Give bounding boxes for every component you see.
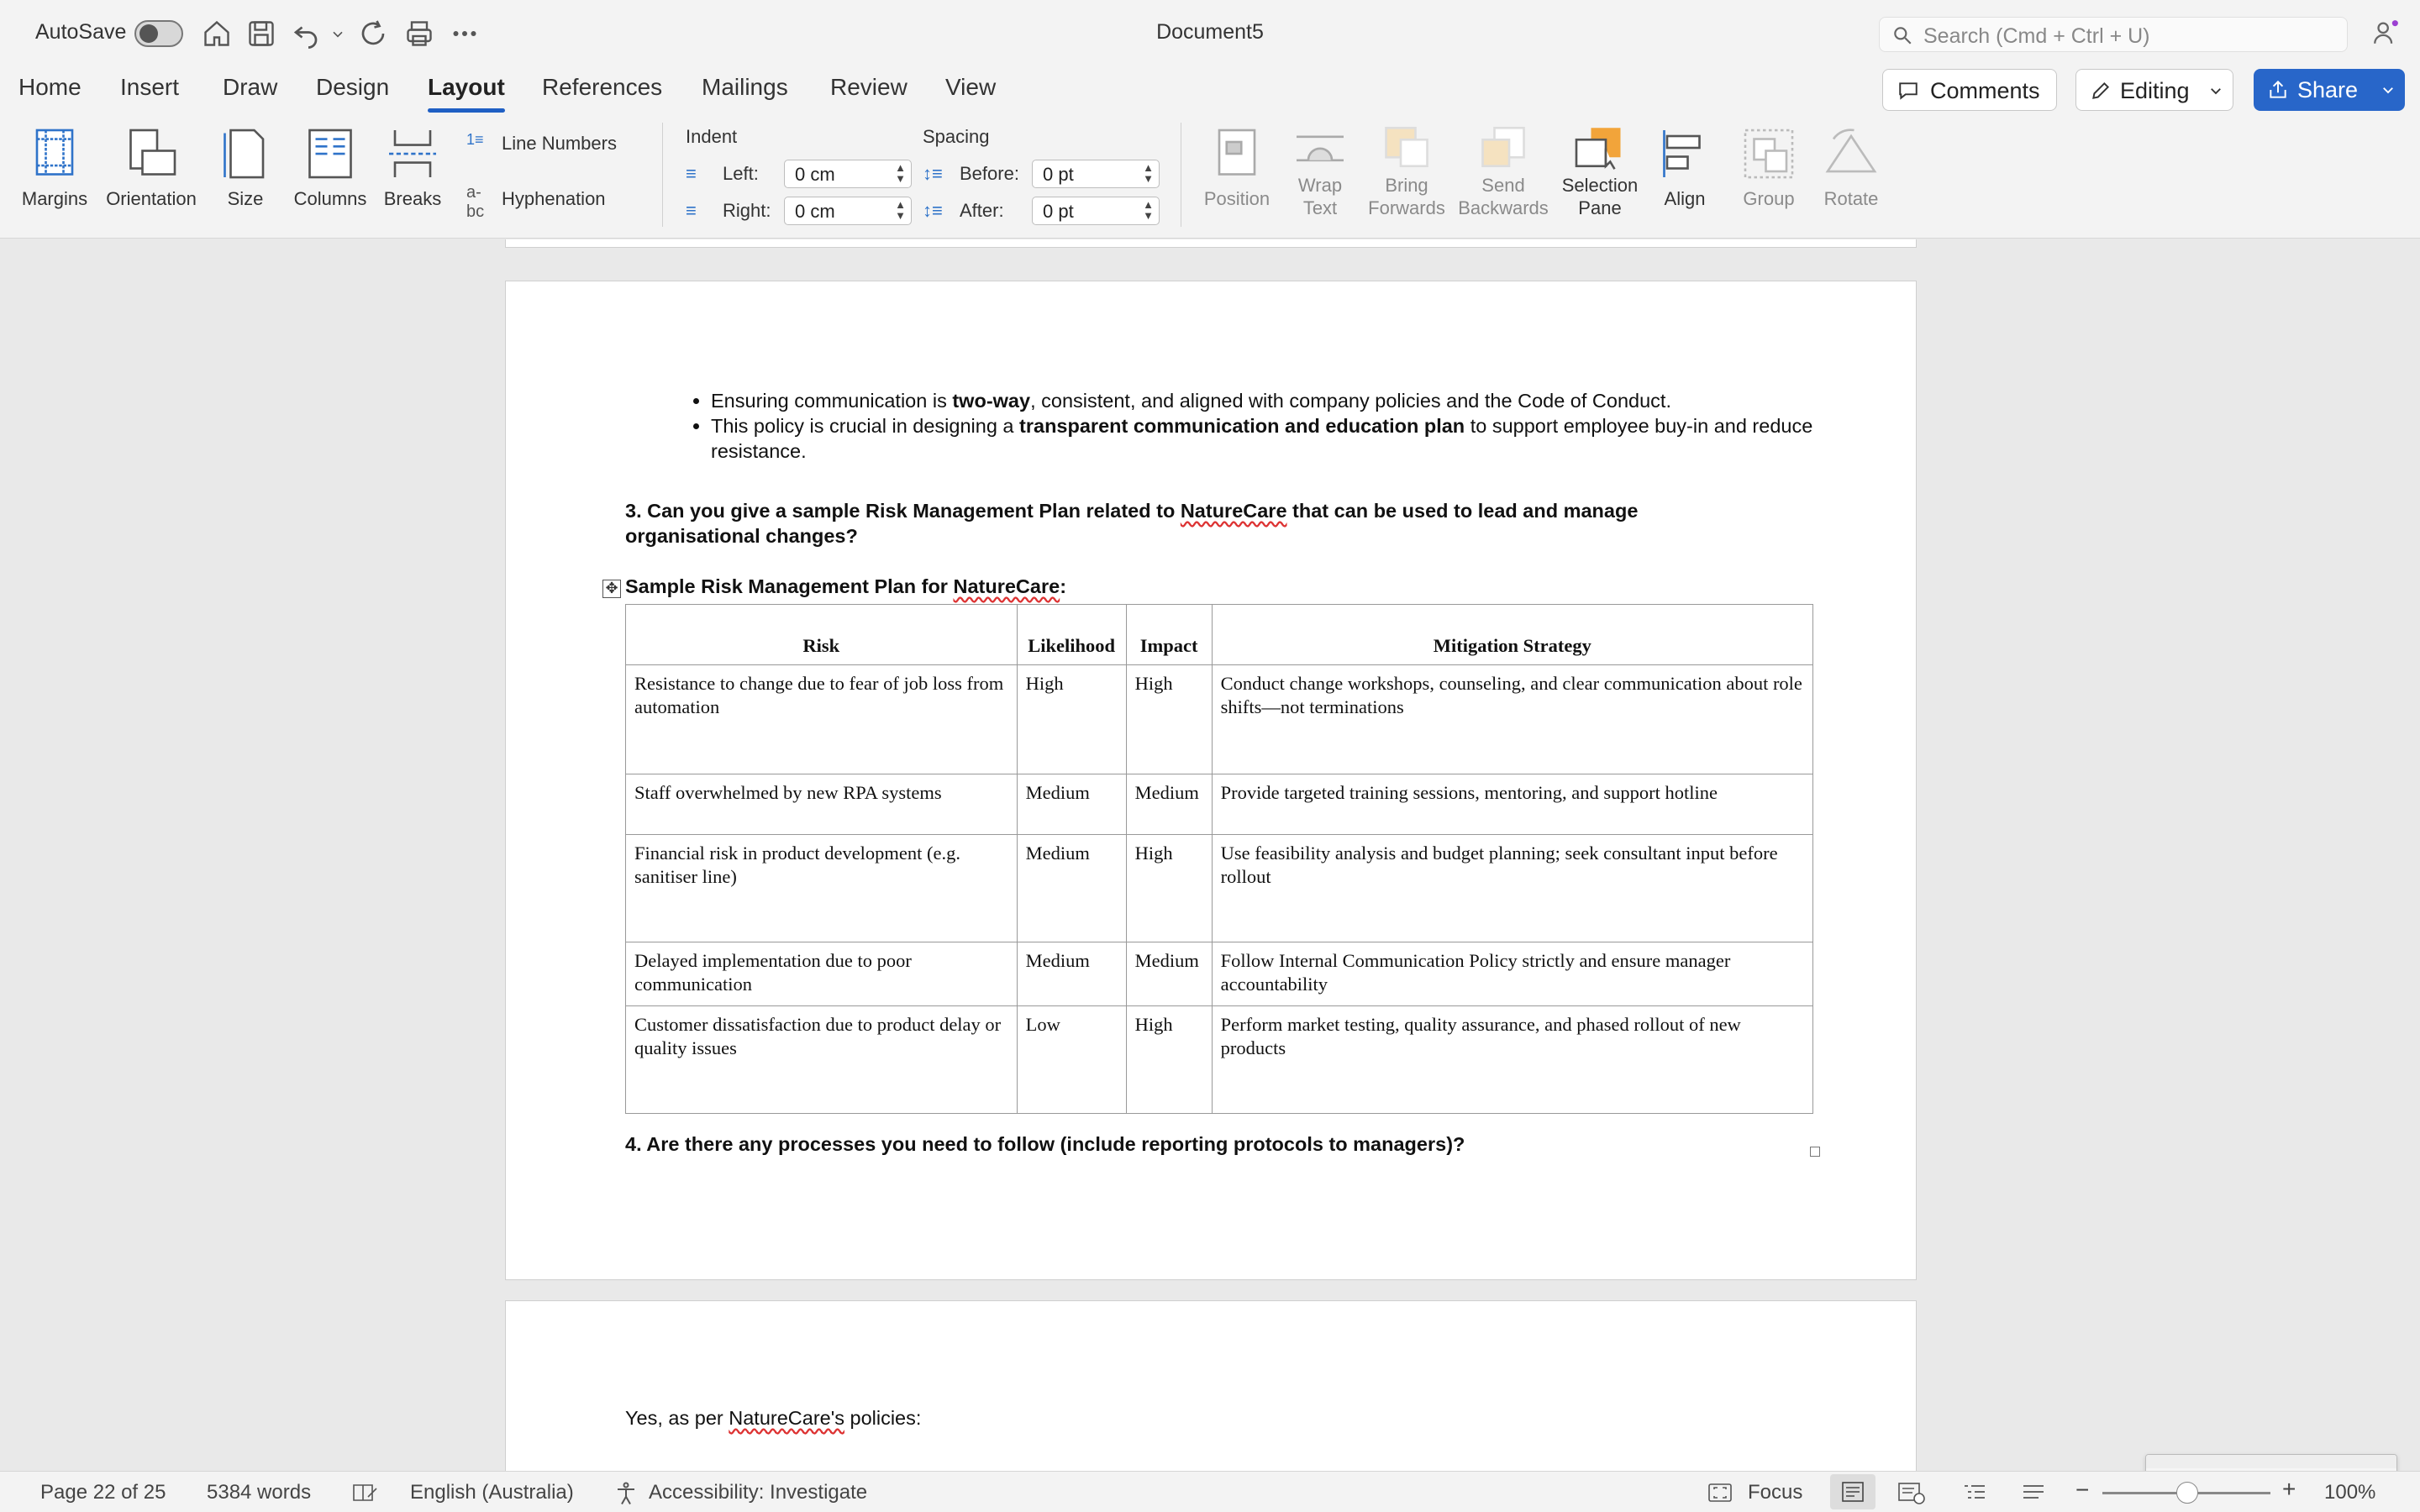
spacing-before-label: Before: bbox=[960, 163, 1019, 184]
accessibility-icon bbox=[613, 1481, 639, 1506]
spacing-title: Spacing bbox=[923, 126, 990, 147]
ribbon-separator bbox=[662, 123, 663, 227]
line-numbers-icon: 1≡ bbox=[466, 131, 484, 148]
thumbnail-preview-icon bbox=[2146, 1455, 2397, 1471]
undo-icon[interactable] bbox=[291, 18, 321, 49]
bring-forwards-label-1: Bring bbox=[1385, 175, 1428, 196]
table-row bbox=[626, 835, 1813, 942]
zoom-in-button[interactable]: + bbox=[2282, 1476, 2296, 1502]
web-layout-icon[interactable] bbox=[1897, 1482, 1926, 1505]
share-icon bbox=[2267, 79, 2289, 101]
page-23[interactable] bbox=[505, 1300, 1917, 1471]
bring-forwards-icon bbox=[1377, 124, 1436, 170]
wrap-text-label-1: Wrap bbox=[1297, 175, 1343, 196]
more-options-icon[interactable] bbox=[450, 18, 480, 49]
zoom-out-button[interactable]: − bbox=[2075, 1477, 2090, 1503]
risk-cell: Staff overwhelmed by new RPA systems bbox=[626, 774, 1018, 835]
table-row bbox=[626, 1006, 1813, 1114]
columns-icon bbox=[301, 124, 360, 183]
home-icon[interactable] bbox=[202, 18, 232, 49]
bring-forwards-label-2: Forwards bbox=[1368, 197, 1445, 218]
risk-management-table[interactable] bbox=[625, 604, 1813, 1114]
align-icon bbox=[1655, 124, 1714, 183]
likelihood-cell: Medium bbox=[1017, 942, 1126, 1006]
pencil-icon bbox=[2090, 80, 2112, 102]
bullet-policy: • This policy is crucial in designing a transparent communication and education plan to support employee buy-in and reduce resistance. bbox=[711, 413, 1845, 464]
line-numbers-label: Line Numbers bbox=[502, 133, 617, 154]
print-layout-icon bbox=[1840, 1481, 1865, 1503]
language-indicator[interactable]: English (Australia) bbox=[410, 1481, 574, 1504]
page-size-icon bbox=[216, 124, 275, 183]
margins-label: Margins bbox=[21, 188, 88, 209]
align-label: Align bbox=[1664, 188, 1706, 209]
tab-insert[interactable]: Insert bbox=[120, 74, 180, 100]
mitigation-cell: Follow Internal Communication Policy strictly and ensure manager accountability bbox=[1212, 942, 1812, 1006]
indent-title: Indent bbox=[686, 126, 738, 147]
likelihood-cell: Medium bbox=[1017, 774, 1126, 835]
table-row bbox=[626, 665, 1813, 774]
group-label: Group bbox=[1743, 188, 1795, 209]
window-thumbnail[interactable] bbox=[2145, 1454, 2397, 1471]
impact-cell: Medium bbox=[1126, 942, 1212, 1006]
mitigation-cell: Provide targeted training sessions, mentoring, and support hotline bbox=[1212, 774, 1812, 835]
group-icon bbox=[1739, 124, 1798, 183]
impact-cell: Medium bbox=[1126, 774, 1212, 835]
chevron-down-icon bbox=[2380, 82, 2396, 97]
zoom-level[interactable]: 100% bbox=[2324, 1481, 2376, 1504]
breaks-icon bbox=[383, 124, 442, 183]
margins-icon bbox=[25, 124, 84, 183]
save-icon[interactable] bbox=[246, 18, 276, 49]
share-label: Share bbox=[2297, 77, 2359, 102]
stepper-icon[interactable]: ▲ ▼ bbox=[1143, 198, 1154, 222]
tab-draw[interactable]: Draw bbox=[223, 74, 278, 100]
layout-ribbon bbox=[0, 119, 2420, 239]
indent-left-input[interactable] bbox=[784, 160, 912, 188]
ribbon-tabs bbox=[0, 69, 2420, 119]
impact-cell: High bbox=[1126, 835, 1212, 942]
wrap-text-button[interactable] bbox=[1284, 124, 1356, 219]
editing-mode-button[interactable] bbox=[2075, 69, 2233, 111]
rotate-button[interactable] bbox=[1815, 124, 1887, 210]
orientation-icon bbox=[122, 124, 181, 183]
search-icon bbox=[1891, 24, 1913, 46]
indent-right-label: Right: bbox=[723, 200, 771, 221]
stepper-icon[interactable]: ▲ ▼ bbox=[1143, 161, 1154, 185]
margins-button[interactable] bbox=[18, 124, 91, 210]
risk-cell: Resistance to change due to fear of job loss from automation bbox=[626, 665, 1018, 774]
focus-button[interactable]: Focus bbox=[1748, 1481, 1803, 1504]
selection-pane-button[interactable] bbox=[1556, 124, 1644, 219]
table-row bbox=[626, 774, 1813, 835]
rotate-icon bbox=[1822, 124, 1881, 183]
spacing-before-icon: ↕≡ bbox=[923, 163, 943, 184]
spacing-after-icon: ↕≡ bbox=[923, 200, 943, 221]
comments-label: Comments bbox=[1930, 78, 2040, 103]
document-title: Document5 bbox=[1156, 20, 1264, 44]
size-label: Size bbox=[227, 188, 264, 209]
send-backwards-button[interactable] bbox=[1457, 124, 1549, 219]
group-button[interactable] bbox=[1733, 124, 1805, 210]
header-likelihood: Likelihood bbox=[1017, 605, 1126, 665]
document-canvas[interactable] bbox=[0, 239, 2420, 1471]
hyphenation-icon: a-bc bbox=[466, 183, 485, 221]
stepper-icon[interactable]: ▲ ▼ bbox=[895, 161, 906, 185]
impact-cell: High bbox=[1126, 665, 1212, 774]
autosave-label: AutoSave bbox=[35, 20, 127, 44]
autosave-toggle[interactable] bbox=[134, 20, 183, 47]
draft-view-icon[interactable] bbox=[2020, 1482, 2047, 1505]
search-placeholder: Search (Cmd + Ctrl + U) bbox=[1923, 24, 2150, 48]
accessibility-status[interactable]: Accessibility: Investigate bbox=[649, 1481, 868, 1504]
hyphenation-label: Hyphenation bbox=[502, 188, 606, 209]
header-mitigation: Mitigation Strategy bbox=[1212, 605, 1812, 665]
spacing-after-value: 0 pt bbox=[1043, 201, 1074, 222]
table-header-row bbox=[626, 605, 1813, 665]
word-count[interactable]: 5384 words bbox=[207, 1481, 312, 1504]
align-button[interactable] bbox=[1649, 124, 1721, 210]
undo-dropdown-icon[interactable] bbox=[329, 18, 346, 49]
impact-cell: High bbox=[1126, 1006, 1212, 1114]
risk-cell: Delayed implementation due to poor communication bbox=[626, 942, 1018, 1006]
indent-left-value: 0 cm bbox=[795, 164, 835, 185]
redo-icon[interactable] bbox=[358, 18, 388, 49]
title-bar bbox=[0, 0, 2420, 69]
bullet-two-way: • Ensuring communication is two-way, consistent, and aligned with company policies and the Code of Conduct. bbox=[711, 388, 1845, 413]
columns-label: Columns bbox=[293, 188, 367, 209]
spacing-after-input[interactable] bbox=[1032, 197, 1160, 225]
tab-mailings[interactable]: Mailings bbox=[702, 74, 788, 100]
table-move-handle-icon[interactable]: ✥ bbox=[602, 580, 621, 598]
next-page-intro: Yes, as per NatureCare's policies: bbox=[625, 1407, 922, 1429]
likelihood-cell: Low bbox=[1017, 1006, 1126, 1114]
indent-left-label: Left: bbox=[723, 163, 759, 184]
header-risk: Risk bbox=[626, 605, 1018, 665]
bullet-list bbox=[686, 388, 1845, 464]
risk-cell: Financial risk in product development (e.g. sanitiser line) bbox=[626, 835, 1018, 942]
outline-view-icon[interactable] bbox=[1961, 1482, 1988, 1505]
selection-pane-label-1: Selection bbox=[1561, 175, 1639, 196]
search-input[interactable] bbox=[1879, 17, 2348, 52]
table-resize-handle[interactable] bbox=[1810, 1147, 1820, 1157]
selection-pane-label-2: Pane bbox=[1578, 197, 1622, 218]
proofing-icon[interactable] bbox=[351, 1482, 380, 1504]
mitigation-cell: Perform market testing, quality assurance, and phased rollout of new products bbox=[1212, 1006, 1812, 1114]
position-button[interactable] bbox=[1195, 124, 1279, 210]
tab-view[interactable]: View bbox=[945, 74, 997, 100]
wrap-text-label-2: Text bbox=[1302, 197, 1338, 218]
mitigation-cell: Use feasibility analysis and budget planning; seek consultant input before rollout bbox=[1212, 835, 1812, 942]
editing-label: Editing bbox=[2120, 78, 2190, 103]
indent-right-value: 0 cm bbox=[795, 201, 835, 222]
tab-design[interactable]: Design bbox=[316, 74, 390, 100]
table-row bbox=[626, 942, 1813, 1006]
orientation-button[interactable] bbox=[101, 124, 202, 210]
spacing-before-value: 0 pt bbox=[1043, 164, 1074, 185]
print-layout-view-button[interactable] bbox=[1830, 1474, 1876, 1509]
send-backwards-icon bbox=[1474, 124, 1533, 170]
indent-right-input[interactable] bbox=[784, 197, 912, 225]
send-backwards-label-1: Send bbox=[1481, 175, 1525, 196]
bring-forwards-button[interactable] bbox=[1361, 124, 1452, 219]
status-bar bbox=[0, 1471, 2420, 1512]
page-22[interactable] bbox=[505, 281, 1917, 1280]
comment-icon bbox=[1897, 80, 1920, 102]
tab-references[interactable]: References bbox=[542, 74, 663, 100]
selection-pane-icon bbox=[1570, 124, 1629, 170]
tab-home[interactable]: Home bbox=[18, 74, 82, 100]
stepper-icon[interactable]: ▲ ▼ bbox=[895, 198, 906, 222]
question-4-heading: 4. Are there any processes you need to follow (include reporting protocols to managers)? bbox=[625, 1133, 1465, 1155]
comments-button[interactable] bbox=[1882, 69, 2057, 111]
print-icon[interactable] bbox=[404, 18, 434, 49]
likelihood-cell: High bbox=[1017, 665, 1126, 774]
tab-review[interactable]: Review bbox=[830, 74, 908, 100]
mitigation-cell: Conduct change workshops, counseling, and clear communication about role shifts—not terminations bbox=[1212, 665, 1812, 774]
risk-cell: Customer dissatisfaction due to product delay or quality issues bbox=[626, 1006, 1018, 1114]
previous-page-bottom bbox=[505, 239, 1917, 248]
position-icon bbox=[1207, 124, 1266, 183]
spacing-before-input[interactable] bbox=[1032, 160, 1160, 188]
focus-icon bbox=[1707, 1483, 1733, 1503]
question-3-heading: 3. Can you give a sample Risk Management Plan related to NatureCare that can be used to lead and manage organisational changes? bbox=[625, 500, 1639, 547]
share-button[interactable] bbox=[2254, 69, 2405, 111]
indent-right-icon: ≡ bbox=[686, 200, 697, 221]
position-label: Position bbox=[1203, 188, 1270, 209]
indent-left-icon: ≡ bbox=[686, 163, 697, 184]
plan-title: Sample Risk Management Plan for NatureCare: bbox=[625, 575, 1067, 597]
spacing-after-label: After: bbox=[960, 200, 1004, 221]
breaks-label: Breaks bbox=[383, 188, 442, 209]
rotate-label: Rotate bbox=[1823, 188, 1879, 209]
columns-button[interactable] bbox=[289, 124, 371, 210]
account-icon[interactable] bbox=[2371, 18, 2400, 47]
breaks-button[interactable] bbox=[378, 124, 447, 210]
wrap-text-icon bbox=[1291, 124, 1349, 170]
tab-layout[interactable]: Layout bbox=[428, 74, 505, 100]
header-impact: Impact bbox=[1126, 605, 1212, 665]
orientation-label: Orientation bbox=[106, 188, 197, 209]
send-backwards-label-2: Backwards bbox=[1458, 197, 1549, 218]
page-indicator[interactable]: Page 22 of 25 bbox=[40, 1481, 166, 1504]
likelihood-cell: Medium bbox=[1017, 835, 1126, 942]
size-button[interactable] bbox=[212, 124, 279, 210]
zoom-slider-handle[interactable] bbox=[2176, 1482, 2198, 1504]
chevron-down-icon bbox=[2207, 83, 2224, 98]
